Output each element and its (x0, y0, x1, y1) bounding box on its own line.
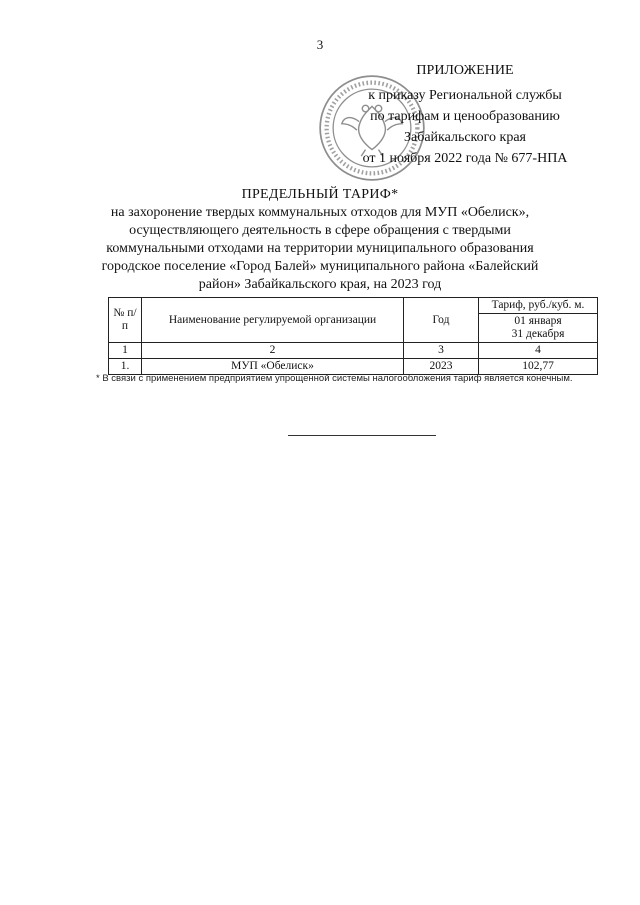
appendix-line: от 1 ноября 2022 года № 677-НПА (362, 151, 568, 166)
column-number: 2 (142, 343, 404, 359)
row-tariff: 102,77 (479, 359, 598, 375)
title-main: ПРЕДЕЛЬНЫЙ ТАРИФ* (241, 187, 399, 202)
document-title (100, 186, 540, 294)
header-year: Год (404, 298, 479, 343)
header-period-from: 01 января (514, 315, 562, 327)
column-number: 1 (109, 343, 142, 359)
appendix-block (300, 60, 630, 169)
title-line: на захоронение твердых коммунальных отходов для МУП «Обелиск», (110, 205, 530, 220)
title-line: осуществляющего деятельность в сфере обращения с твердыми (129, 223, 511, 238)
title-line: городское поселение «Город Балей» муниципального района «Балейский (101, 259, 539, 274)
title-line: коммунальными отходами на территории муниципального образования (106, 241, 534, 256)
appendix-line: к приказу Региональной службы (368, 88, 562, 103)
closing-divider (288, 435, 436, 436)
column-number-row (109, 343, 598, 359)
table-header-row (109, 298, 598, 314)
footnote: * В связи с применением предприятием упрощенной системы налогообложения тариф является конечным. (96, 373, 573, 384)
header-org: Наименование регулируемой организации (142, 298, 404, 343)
appendix-heading: ПРИЛОЖЕНИЕ (416, 63, 514, 78)
header-period-to: 31 декабря (511, 328, 565, 340)
row-num: 1. (109, 359, 142, 375)
column-number: 3 (404, 343, 479, 359)
title-line: район» Забайкальского края, на 2023 год (198, 277, 442, 292)
header-period (479, 314, 598, 343)
column-number: 4 (479, 343, 598, 359)
header-tariff: Тариф, руб./куб. м. (479, 298, 598, 314)
header-num: № п/п (109, 298, 142, 343)
appendix-line: по тарифам и ценообразованию (370, 109, 560, 124)
appendix-line: Забайкальского края (403, 130, 526, 145)
row-org: МУП «Обелиск» (142, 359, 404, 375)
page-number: 3 (316, 37, 324, 52)
tariff-table (108, 297, 598, 375)
row-year: 2023 (404, 359, 479, 375)
